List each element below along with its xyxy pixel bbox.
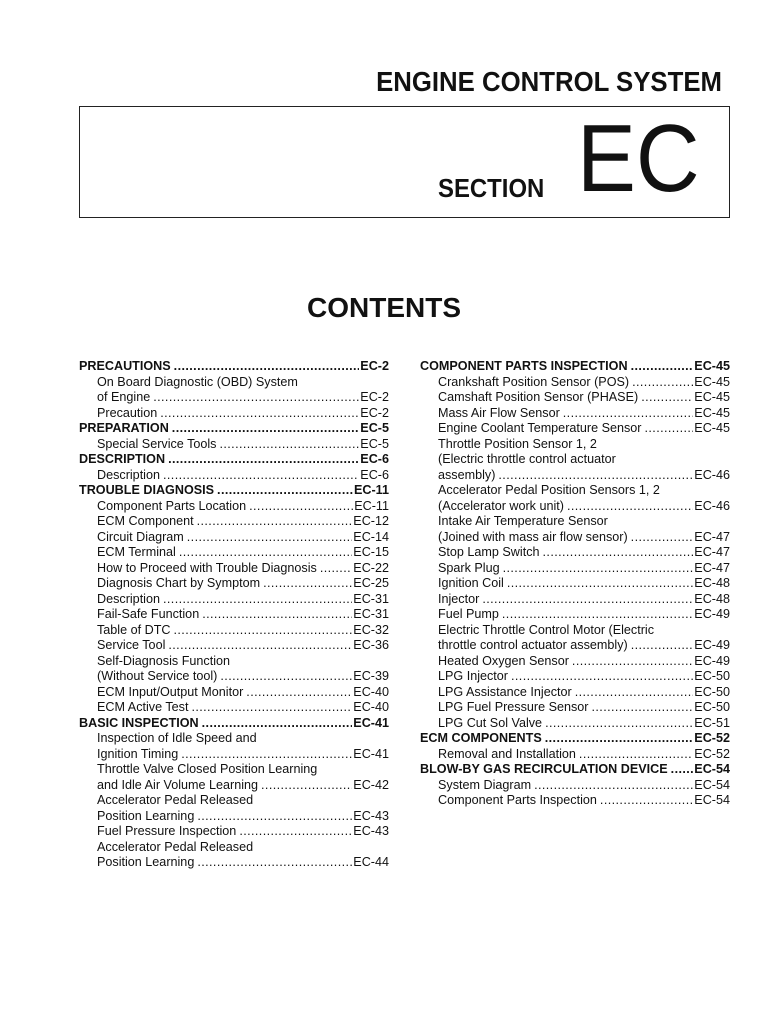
toc-entry-title: Accelerator Pedal Position Sensors 1, 2 (438, 483, 660, 497)
toc-entry-title: Stop Lamp Switch (438, 545, 540, 559)
toc-entry-title: Position Learning (97, 808, 195, 823)
toc-entry-title: Throttle Position Sensor 1, 2 (438, 436, 597, 451)
toc-entry[interactable] (420, 607, 730, 623)
toc-page-number: EC-47 (694, 529, 730, 544)
toc-entry-title: Heated Oxygen Sensor (438, 653, 569, 668)
toc-entry[interactable] (420, 561, 730, 577)
toc-leader-dots (600, 793, 693, 809)
toc-entry-title: Fuel Pump (438, 607, 499, 621)
toc-entry-title: Crankshaft Position Sensor (POS) (438, 374, 630, 389)
toc-entry-title: (Without Service tool) (97, 669, 218, 683)
toc-page-number: EC-45 (694, 374, 730, 389)
toc-entry[interactable] (79, 778, 389, 794)
toc-page-number: EC-41 (353, 715, 389, 730)
toc-page-number: EC-46 (694, 498, 730, 513)
toc-leader-dots (163, 468, 359, 484)
toc-page-number: EC-50 (694, 684, 730, 699)
toc-leader-dots (239, 824, 352, 840)
toc-entry[interactable] (79, 390, 389, 406)
toc-entry[interactable] (79, 638, 389, 654)
toc-entry[interactable] (79, 809, 389, 825)
toc-page-number: EC-43 (353, 824, 389, 838)
toc-page-number: EC-45 (694, 421, 730, 435)
toc-entry[interactable] (79, 545, 389, 561)
toc-entry-title: ECM COMPONENTS (420, 731, 542, 745)
toc-entry-title: LPG Assistance Injector (438, 684, 572, 699)
toc-entry[interactable] (420, 654, 730, 670)
toc-entry[interactable] (79, 762, 389, 778)
toc-page-number: EC-52 (694, 746, 730, 761)
toc-entry-title: System Diagram (438, 777, 532, 792)
toc-entry[interactable] (79, 607, 389, 623)
toc-leader-dots (507, 576, 693, 592)
toc-page-number: EC-49 (694, 607, 730, 621)
toc-page-number: EC-31 (353, 591, 389, 606)
toc-leader-dots (217, 483, 353, 499)
toc-leader-dots (645, 421, 694, 437)
toc-leader-dots (163, 592, 352, 608)
toc-entry[interactable] (420, 530, 730, 546)
toc-entry[interactable] (420, 421, 730, 437)
toc-entry-title: Description (97, 467, 160, 482)
section-box (79, 106, 730, 218)
toc-entry[interactable] (420, 623, 730, 639)
toc-leader-dots (174, 359, 360, 375)
toc-entry[interactable] (79, 576, 389, 592)
toc-section-entry[interactable] (79, 452, 389, 468)
toc-leader-dots (202, 716, 353, 732)
toc-entry[interactable] (420, 685, 730, 701)
toc-entry-title: Fail-Safe Function (97, 607, 200, 621)
toc-page-number: EC-11 (354, 498, 389, 513)
toc-leader-dots (502, 607, 693, 623)
toc-leader-dots (545, 731, 694, 747)
toc-entry[interactable] (79, 747, 389, 763)
toc-page-number: EC-12 (353, 514, 389, 528)
toc-page-number: EC-31 (353, 607, 389, 621)
toc-entry-title: PRECAUTIONS (79, 359, 171, 373)
toc-page-number: EC-45 (694, 405, 730, 420)
toc-entry[interactable] (79, 824, 389, 840)
toc-entry-title: Intake Air Temperature Sensor (438, 514, 608, 528)
toc-entry-title: Mass Air Flow Sensor (438, 405, 560, 420)
toc-page-number: EC-45 (694, 359, 730, 373)
toc-entry-title: Electric Throttle Control Motor (Electric (438, 622, 655, 637)
toc-page-number: EC-50 (694, 700, 730, 714)
toc-entry[interactable] (79, 514, 389, 530)
toc-entry-title: Position Learning (97, 855, 195, 869)
toc-entry-title: LPG Injector (438, 669, 508, 683)
toc-entry-title: LPG Cut Sol Valve (438, 715, 543, 730)
toc-entry[interactable] (420, 406, 730, 422)
toc-leader-dots (498, 468, 693, 484)
toc-page-number: EC-49 (694, 638, 730, 652)
toc-section-entry[interactable] (420, 359, 730, 375)
toc-entry[interactable] (79, 406, 389, 422)
toc-entry-title: ECM Active Test (97, 700, 189, 714)
toc-entry[interactable] (79, 654, 389, 670)
toc-entry-title: Accelerator Pedal Released (97, 793, 254, 807)
toc-leader-dots (579, 747, 693, 763)
toc-page-number: EC-40 (353, 684, 389, 699)
toc-section-entry[interactable] (79, 359, 389, 375)
section-label: SECTION (438, 173, 545, 203)
toc-entry[interactable] (79, 840, 389, 856)
toc-page-number: EC-25 (353, 576, 389, 590)
toc-entry[interactable] (79, 700, 389, 716)
toc-entry[interactable] (420, 514, 730, 530)
toc-entry-title: (Joined with mass air flow sensor) (438, 529, 628, 544)
toc-entry-title: On Board Diagnostic (OBD) System (97, 374, 298, 389)
toc-entry-title: Diagnosis Chart by Symptom (97, 576, 261, 590)
toc-leader-dots (168, 452, 359, 468)
toc-entry[interactable] (420, 375, 730, 391)
toc-leader-dots (153, 390, 359, 406)
toc-page-number: EC-54 (694, 762, 730, 776)
toc-page-number: EC-39 (353, 669, 389, 683)
toc-entry[interactable] (420, 638, 730, 654)
toc-entry-title: Fuel Pressure Inspection (97, 824, 237, 838)
toc-entry[interactable] (79, 623, 389, 639)
toc-leader-dots (671, 762, 694, 778)
toc-page-number: EC-51 (694, 715, 730, 730)
toc-left-column (79, 359, 389, 871)
toc-leader-dots (641, 390, 693, 406)
toc-page-number: EC-49 (694, 653, 730, 668)
toc-entry-title: Self-Diagnosis Function (97, 653, 230, 668)
toc-entry-title: Removal and Installation (438, 746, 576, 761)
toc-leader-dots (197, 514, 353, 530)
toc-page-number: EC-2 (360, 390, 389, 404)
toc-entry-title: Component Parts Location (97, 498, 247, 513)
toc-leader-dots (592, 700, 694, 716)
toc-entry-title: Engine Coolant Temperature Sensor (438, 421, 642, 435)
toc-page-number: EC-40 (353, 700, 389, 714)
toc-entry-title: of Engine (97, 390, 151, 404)
toc-page-number: EC-47 (694, 545, 730, 559)
toc-leader-dots (197, 809, 352, 825)
toc-entry-title: Ignition Coil (438, 576, 504, 590)
toc-entry[interactable] (79, 499, 389, 515)
toc-leader-dots (572, 654, 693, 670)
toc-section-entry[interactable] (420, 762, 730, 778)
toc-leader-dots (219, 437, 359, 453)
toc-leader-dots (246, 685, 352, 701)
toc-leader-dots (249, 499, 353, 515)
toc-entry-title: COMPONENT PARTS INSPECTION (420, 359, 628, 373)
section-code: EC (577, 105, 700, 212)
toc-entry[interactable] (420, 700, 730, 716)
toc-leader-dots (631, 638, 694, 654)
toc-entry[interactable] (420, 747, 730, 763)
toc-entry-title: and Idle Air Volume Learning (97, 777, 259, 792)
toc-leader-dots (172, 421, 360, 437)
toc-section-entry[interactable] (420, 731, 730, 747)
toc-section-entry[interactable] (79, 421, 389, 437)
toc-leader-dots (181, 747, 352, 763)
toc-leader-dots (575, 685, 694, 701)
toc-page-number: EC-2 (360, 405, 389, 420)
toc-leader-dots (202, 607, 352, 623)
toc-entry-title: Circuit Diagram (97, 529, 184, 544)
toc-leader-dots (174, 623, 353, 639)
toc-page-number: EC-43 (353, 808, 389, 823)
toc-entry[interactable] (79, 375, 389, 391)
toc-leader-dots (545, 716, 693, 732)
toc-page-number: EC-41 (353, 746, 389, 761)
toc-entry-title: ECM Input/Output Monitor (97, 684, 244, 699)
toc-page-number: EC-36 (353, 638, 389, 652)
toc-page-number: EC-44 (353, 855, 389, 869)
toc-entry[interactable] (420, 452, 730, 468)
toc-page-number: EC-5 (360, 421, 389, 435)
toc-entry[interactable] (420, 437, 730, 453)
toc-leader-dots (511, 669, 693, 685)
toc-leader-dots (563, 406, 694, 422)
toc-page-number: EC-32 (353, 622, 389, 637)
toc-entry-title: LPG Fuel Pressure Sensor (438, 700, 589, 714)
toc-entry[interactable] (79, 685, 389, 701)
toc-entry-title: ECM Component (97, 514, 194, 528)
toc-leader-dots (631, 359, 694, 375)
toc-leader-dots (263, 576, 352, 592)
toc-page-number: EC-11 (353, 483, 389, 497)
toc-entry[interactable] (79, 592, 389, 608)
toc-entry[interactable] (420, 793, 730, 809)
toc-leader-dots (482, 592, 693, 608)
toc-page-number: EC-5 (360, 436, 389, 451)
toc-entry[interactable] (79, 855, 389, 871)
toc-section-entry[interactable] (79, 716, 389, 732)
toc-leader-dots (191, 700, 352, 716)
toc-entry-title: throttle control actuator assembly) (438, 638, 628, 652)
toc-section-entry[interactable] (79, 483, 389, 499)
toc-entry[interactable] (79, 561, 389, 577)
toc-page-number: EC-15 (353, 545, 389, 559)
toc-entry[interactable] (79, 731, 389, 747)
toc-page-number: EC-22 (353, 560, 389, 575)
document-title: ENGINE CONTROL SYSTEM (376, 66, 722, 97)
toc-leader-dots (187, 530, 353, 546)
contents-heading: CONTENTS (307, 292, 461, 323)
toc-leader-dots (320, 561, 352, 577)
toc-leader-dots (632, 375, 693, 391)
toc-entry[interactable] (420, 778, 730, 794)
toc-entry-title: ECM Terminal (97, 545, 176, 559)
toc-page-number: EC-14 (353, 529, 389, 544)
toc-page-number: EC-2 (360, 359, 389, 373)
toc-page-number: EC-6 (360, 452, 389, 466)
toc-entry-title: Accelerator Pedal Released (97, 839, 254, 854)
toc-leader-dots (543, 545, 694, 561)
toc-page-number: EC-54 (694, 777, 730, 792)
toc-page-number: EC-54 (694, 793, 730, 807)
toc-entry[interactable] (79, 437, 389, 453)
toc-entry[interactable] (79, 669, 389, 685)
toc-page-number: EC-48 (694, 591, 730, 606)
toc-entry-title: Description (97, 591, 160, 606)
toc-leader-dots (220, 669, 352, 685)
toc-entry-title: How to Proceed with Trouble Diagnosis (97, 560, 317, 575)
toc-leader-dots (261, 778, 352, 794)
toc-entry-title: BASIC INSPECTION (79, 715, 199, 730)
toc-entry-title: BLOW-BY GAS RECIRCULATION DEVICE (420, 762, 668, 776)
toc-page-number: EC-52 (694, 731, 730, 745)
toc-entry-title: Throttle Valve Closed Position Learning (97, 762, 318, 776)
toc-entry-title: Camshaft Position Sensor (PHASE) (438, 390, 639, 404)
toc-entry-title: Ignition Timing (97, 746, 179, 761)
toc-entry-title: DESCRIPTION (79, 452, 166, 466)
toc-entry-title: Table of DTC (97, 622, 171, 637)
toc-entry-title: Precaution (97, 405, 158, 420)
toc-entry-title: Inspection of Idle Speed and (97, 731, 257, 745)
toc-entry-title: (Electric throttle control actuator (438, 452, 616, 466)
toc-entry[interactable] (79, 530, 389, 546)
toc-leader-dots (503, 561, 694, 577)
toc-entry-title: assembly) (438, 467, 496, 482)
toc-entry-title: Injector (438, 591, 480, 606)
toc-entry-title: PREPARATION (79, 421, 169, 435)
toc-entry-title: Spark Plug (438, 560, 500, 575)
toc-leader-dots (567, 499, 693, 515)
toc-entry[interactable] (420, 499, 730, 515)
toc-leader-dots (197, 855, 352, 871)
toc-entry[interactable] (420, 468, 730, 484)
toc-page-number: EC-6 (360, 467, 389, 482)
toc-entry[interactable] (420, 669, 730, 685)
toc-page-number: EC-50 (694, 669, 730, 683)
toc-leader-dots (179, 545, 352, 561)
toc-leader-dots (534, 778, 693, 794)
toc-entry-title: Component Parts Inspection (438, 793, 597, 807)
toc-page-number: EC-48 (694, 576, 730, 590)
toc-entry-title: Service Tool (97, 638, 166, 652)
toc-page-number: EC-46 (694, 467, 730, 482)
toc-entry[interactable] (79, 468, 389, 484)
toc-leader-dots (160, 406, 359, 422)
toc-page-number: EC-42 (353, 777, 389, 792)
toc-entry-title: (Accelerator work unit) (438, 498, 564, 513)
toc-page-number: EC-45 (694, 390, 730, 404)
toc-entry[interactable] (420, 716, 730, 732)
toc-right-column (420, 359, 730, 809)
toc-entry-title: TROUBLE DIAGNOSIS (79, 483, 215, 497)
toc-entry[interactable] (79, 793, 389, 809)
toc-leader-dots (168, 638, 352, 654)
toc-page-number: EC-47 (694, 560, 730, 575)
toc-entry[interactable] (420, 545, 730, 561)
toc-entry-title: Special Service Tools (97, 436, 217, 451)
toc-entry[interactable] (420, 592, 730, 608)
toc-leader-dots (631, 530, 694, 546)
toc-entry[interactable] (420, 390, 730, 406)
toc-entry[interactable] (420, 576, 730, 592)
toc-entry[interactable] (420, 483, 730, 499)
